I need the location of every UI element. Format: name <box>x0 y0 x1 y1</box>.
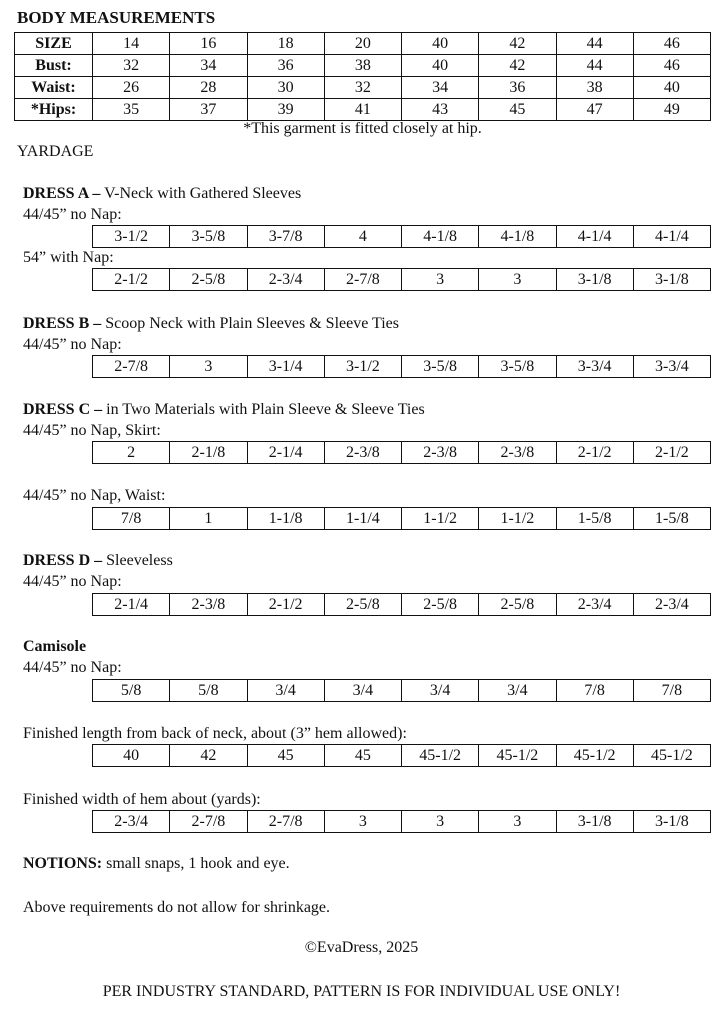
camisole-fabric-1: 44/45” no Nap: <box>23 659 122 676</box>
table-cell: 32 <box>324 77 401 99</box>
camisole-yardage-1 <box>92 679 711 702</box>
table-row <box>15 55 711 77</box>
table-cell: 2-1/2 <box>633 442 710 464</box>
table-cell: 3 <box>324 811 401 833</box>
row-label: SIZE <box>15 33 93 55</box>
table-row <box>93 269 711 291</box>
table-row <box>93 680 711 702</box>
table-cell: 3 <box>170 356 247 378</box>
table-cell: 3-3/4 <box>633 356 710 378</box>
table-cell: 45 <box>479 99 556 121</box>
table-row <box>93 226 711 248</box>
table-cell: 2-3/4 <box>633 594 710 616</box>
dress-a-label: DRESS A – <box>23 185 101 202</box>
table-cell: 2-7/8 <box>324 269 401 291</box>
table-cell: 4-1/4 <box>633 226 710 248</box>
table-cell: 2-3/4 <box>556 594 633 616</box>
table-cell: 26 <box>93 77 170 99</box>
table-cell: 1-5/8 <box>633 508 710 530</box>
table-cell: 2-5/8 <box>170 269 247 291</box>
dress-d-label: DRESS D – <box>23 552 103 569</box>
table-cell: 35 <box>93 99 170 121</box>
table-cell: 2-7/8 <box>170 811 247 833</box>
table-cell: 45 <box>324 745 401 767</box>
table-cell: 2-5/8 <box>479 594 556 616</box>
table-cell: 43 <box>402 99 479 121</box>
table-cell: 3-5/8 <box>170 226 247 248</box>
table-cell: 2-7/8 <box>93 356 170 378</box>
table-cell: 2-1/4 <box>93 594 170 616</box>
shrinkage-note: Above requirements do not allow for shrinkage. <box>23 899 331 916</box>
dress-b-label: DRESS B – <box>23 315 102 332</box>
notions-label: NOTIONS: <box>23 855 103 872</box>
table-cell: 3/4 <box>324 680 401 702</box>
table-cell: 38 <box>556 77 633 99</box>
dress-b-yardage-1 <box>92 355 711 378</box>
dress-a-fabric-2: 54” with Nap: <box>23 249 114 266</box>
table-cell: 1-1/4 <box>324 508 401 530</box>
notions-line <box>23 855 290 873</box>
dress-a-fabric-1: 44/45” no Nap: <box>23 206 122 223</box>
table-cell: 2 <box>93 442 170 464</box>
table-row <box>93 594 711 616</box>
table-cell: 41 <box>324 99 401 121</box>
table-cell: 4-1/8 <box>402 226 479 248</box>
dress-a-yardage-1 <box>92 225 711 248</box>
table-cell: 5/8 <box>170 680 247 702</box>
usage-notice: PER INDUSTRY STANDARD, PATTERN IS FOR INDIVIDUAL USE ONLY! <box>102 983 621 1000</box>
dress-a-yardage-2 <box>92 268 711 291</box>
table-cell: 7/8 <box>633 680 710 702</box>
table-cell: 2-7/8 <box>247 811 324 833</box>
dress-d-heading <box>23 552 173 570</box>
table-cell: 2-3/4 <box>93 811 170 833</box>
row-label: Bust: <box>15 55 93 77</box>
table-cell: 3/4 <box>247 680 324 702</box>
table-cell: 3-1/4 <box>247 356 324 378</box>
table-cell: 2-5/8 <box>324 594 401 616</box>
table-cell: 16 <box>170 33 247 55</box>
table-cell: 40 <box>402 33 479 55</box>
table-cell: 42 <box>479 55 556 77</box>
table-cell: 45 <box>247 745 324 767</box>
dress-c-yardage-2 <box>92 507 711 530</box>
table-cell: 20 <box>324 33 401 55</box>
dress-d-description: Sleeveless <box>102 552 173 569</box>
dress-c-heading <box>23 401 425 419</box>
table-cell: 3 <box>402 269 479 291</box>
table-cell: 34 <box>170 55 247 77</box>
table-cell: 14 <box>93 33 170 55</box>
table-cell: 3-1/2 <box>93 226 170 248</box>
copyright: ©EvaDress, 2025 <box>304 939 419 956</box>
dress-c-yardage-1 <box>92 441 711 464</box>
table-cell: 3-5/8 <box>479 356 556 378</box>
table-cell: 40 <box>93 745 170 767</box>
table-cell: 1 <box>170 508 247 530</box>
table-cell: 44 <box>556 33 633 55</box>
table-cell: 3-1/2 <box>324 356 401 378</box>
dress-b-description: Scoop Neck with Plain Sleeves & Sleeve Ties <box>101 315 400 332</box>
table-cell: 7/8 <box>93 508 170 530</box>
table-cell: 2-3/4 <box>247 269 324 291</box>
hip-fit-footnote: *This garment is fitted closely at hip. <box>243 120 482 137</box>
finished-width-label: Finished width of hem about (yards): <box>23 791 261 808</box>
camisole-heading: Camisole <box>23 638 87 655</box>
dress-d-fabric-1: 44/45” no Nap: <box>23 573 122 590</box>
table-cell: 38 <box>324 55 401 77</box>
table-cell: 36 <box>247 55 324 77</box>
table-cell: 2-1/2 <box>247 594 324 616</box>
table-cell: 2-3/8 <box>324 442 401 464</box>
table-cell: 47 <box>556 99 633 121</box>
table-cell: 45-1/2 <box>479 745 556 767</box>
dress-d-yardage-1 <box>92 593 711 616</box>
table-cell: 18 <box>247 33 324 55</box>
table-row <box>93 508 711 530</box>
table-cell: 49 <box>633 99 710 121</box>
table-row <box>93 811 711 833</box>
table-cell: 45-1/2 <box>633 745 710 767</box>
table-row <box>15 33 711 55</box>
finished-length-label: Finished length from back of neck, about (3” hem allowed): <box>23 725 407 742</box>
table-cell: 2-1/4 <box>247 442 324 464</box>
notions-text: small snaps, 1 hook and eye. <box>102 855 290 872</box>
dress-a-description: V-Neck with Gathered Sleeves <box>100 185 302 202</box>
table-cell: 45-1/2 <box>402 745 479 767</box>
table-cell: 4 <box>324 226 401 248</box>
table-cell: 28 <box>170 77 247 99</box>
table-cell: 40 <box>633 77 710 99</box>
table-cell: 39 <box>247 99 324 121</box>
table-cell: 4-1/4 <box>556 226 633 248</box>
table-cell: 46 <box>633 55 710 77</box>
table-row <box>93 442 711 464</box>
table-cell: 3-1/8 <box>556 269 633 291</box>
table-cell: 42 <box>479 33 556 55</box>
row-label: Waist: <box>15 77 93 99</box>
table-cell: 5/8 <box>93 680 170 702</box>
dress-c-fabric-1: 44/45” no Nap, Skirt: <box>23 422 161 439</box>
table-cell: 3 <box>479 269 556 291</box>
body-measurements-title: BODY MEASUREMENTS <box>17 8 216 27</box>
dress-c-label: DRESS C – <box>23 401 103 418</box>
dress-b-fabric-1: 44/45” no Nap: <box>23 336 122 353</box>
table-cell: 37 <box>170 99 247 121</box>
table-cell: 1-1/2 <box>479 508 556 530</box>
table-cell: 4-1/8 <box>479 226 556 248</box>
dress-a-heading <box>23 185 301 203</box>
table-cell: 2-1/2 <box>93 269 170 291</box>
table-cell: 42 <box>170 745 247 767</box>
body-measurements-table <box>14 32 711 121</box>
table-cell: 2-5/8 <box>402 594 479 616</box>
table-cell: 45-1/2 <box>556 745 633 767</box>
table-cell: 3/4 <box>402 680 479 702</box>
table-cell: 2-1/8 <box>170 442 247 464</box>
finished-length-table <box>92 744 711 767</box>
table-cell: 2-3/8 <box>170 594 247 616</box>
table-cell: 40 <box>402 55 479 77</box>
table-cell: 2-3/8 <box>402 442 479 464</box>
dress-c-description: in Two Materials with Plain Sleeve & Sleeve Ties <box>102 401 425 418</box>
table-cell: 46 <box>633 33 710 55</box>
table-cell: 2-1/2 <box>556 442 633 464</box>
table-cell: 3-1/8 <box>633 269 710 291</box>
table-row <box>15 77 711 99</box>
table-cell: 1-1/2 <box>402 508 479 530</box>
table-cell: 36 <box>479 77 556 99</box>
table-cell: 3-1/8 <box>633 811 710 833</box>
table-cell: 3-3/4 <box>556 356 633 378</box>
table-cell: 3-7/8 <box>247 226 324 248</box>
table-cell: 30 <box>247 77 324 99</box>
table-cell: 3 <box>402 811 479 833</box>
table-cell: 1-1/8 <box>247 508 324 530</box>
row-label: *Hips: <box>15 99 93 121</box>
table-cell: 34 <box>402 77 479 99</box>
dress-c-fabric-2: 44/45” no Nap, Waist: <box>23 487 166 504</box>
table-cell: 3-5/8 <box>402 356 479 378</box>
dress-b-heading <box>23 315 399 333</box>
finished-width-table <box>92 810 711 833</box>
table-cell: 3/4 <box>479 680 556 702</box>
table-cell: 3 <box>479 811 556 833</box>
table-cell: 2-3/8 <box>479 442 556 464</box>
yardage-title: YARDAGE <box>17 143 94 160</box>
table-cell: 7/8 <box>556 680 633 702</box>
table-row <box>93 356 711 378</box>
table-cell: 32 <box>93 55 170 77</box>
table-cell: 44 <box>556 55 633 77</box>
table-cell: 3-1/8 <box>556 811 633 833</box>
table-row <box>93 745 711 767</box>
table-cell: 1-5/8 <box>556 508 633 530</box>
table-row <box>15 99 711 121</box>
